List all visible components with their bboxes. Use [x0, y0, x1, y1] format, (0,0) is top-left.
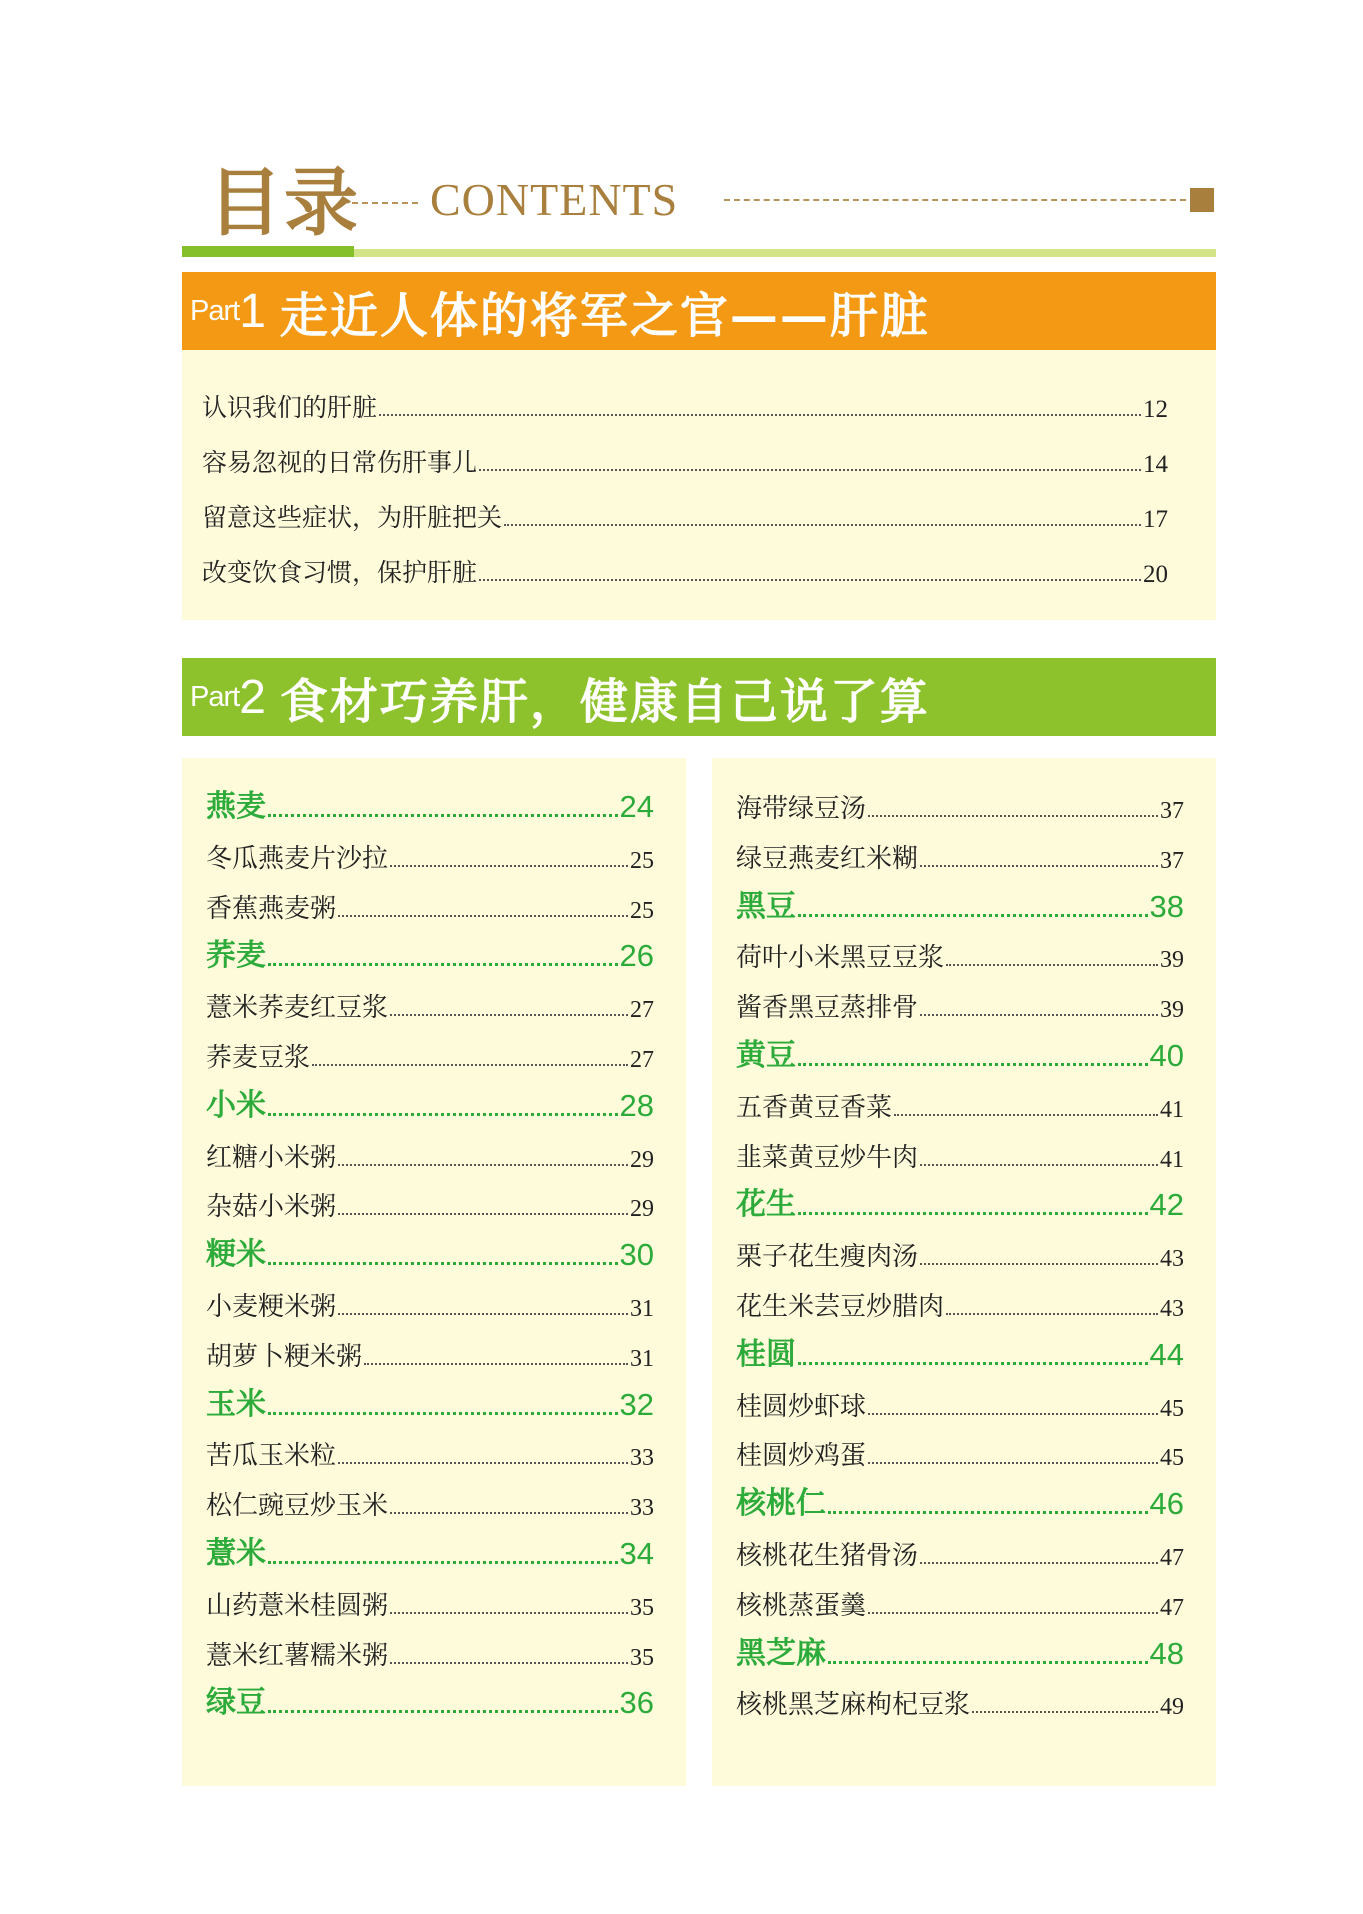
toc-entry[interactable] — [202, 386, 1168, 424]
header-rule-lime — [354, 249, 1216, 257]
toc-entry[interactable] — [202, 441, 1168, 479]
dot-leader — [798, 1063, 1148, 1066]
page-number: 49 — [1160, 1694, 1184, 1721]
entry-title: 粳米 — [206, 1237, 266, 1273]
toc-recipe-entry[interactable] — [206, 1434, 654, 1472]
page-number: 14 — [1143, 451, 1168, 478]
toc-recipe-entry[interactable] — [206, 1136, 654, 1174]
entry-title: 桂圆炒虾球 — [736, 1391, 867, 1422]
dot-leader — [920, 1263, 1158, 1265]
header-rule-green — [182, 246, 354, 257]
page-number: 41 — [1160, 1096, 1184, 1123]
page-number: 37 — [1160, 798, 1184, 824]
toc-recipe-entry[interactable] — [206, 1634, 654, 1672]
entry-title: 韭菜黄豆炒牛肉 — [736, 1142, 919, 1173]
toc-category[interactable] — [736, 885, 1184, 925]
part1-number: 1 — [239, 284, 266, 338]
dot-leader — [268, 1113, 618, 1116]
dot-leader — [868, 815, 1158, 817]
toc-entry[interactable] — [202, 496, 1168, 534]
page-number: 26 — [619, 938, 654, 974]
dot-leader — [390, 1512, 628, 1514]
dot-leader — [798, 1362, 1148, 1365]
page-number: 31 — [630, 1296, 654, 1322]
page-number: 39 — [1160, 997, 1184, 1024]
dot-leader — [894, 1114, 1158, 1116]
page-number: 42 — [1149, 1187, 1184, 1223]
entry-title: 松仁豌豆炒玉米 — [206, 1491, 389, 1522]
dot-leader — [868, 1462, 1158, 1464]
entry-title: 山药薏米桂圆粥 — [206, 1590, 389, 1621]
page-number: 39 — [1160, 947, 1184, 974]
page-number: 31 — [630, 1345, 654, 1372]
dot-leader — [798, 1212, 1148, 1215]
page-number: 32 — [619, 1386, 654, 1422]
entry-title: 玉米 — [206, 1386, 266, 1422]
dot-leader — [868, 1413, 1158, 1415]
page-number: 47 — [1160, 1594, 1184, 1621]
toc-category[interactable] — [206, 934, 654, 974]
dot-leader — [504, 524, 1141, 526]
dot-leader — [828, 1511, 1148, 1514]
entry-title: 小米 — [206, 1087, 266, 1123]
header-dashed-rule-right — [724, 199, 1186, 201]
dot-leader — [379, 414, 1141, 416]
entry-title: 认识我们的肝脏 — [202, 393, 378, 422]
page-number: 41 — [1160, 1146, 1184, 1173]
page-number: 17 — [1143, 506, 1168, 533]
entry-title: 黄豆 — [736, 1038, 796, 1073]
toc-category[interactable] — [206, 1084, 654, 1124]
dot-leader — [972, 1711, 1158, 1713]
toc-category[interactable] — [206, 1532, 654, 1572]
entry-title: 栗子花生瘦肉汤 — [736, 1242, 919, 1273]
toc-recipe-entry[interactable] — [736, 1584, 1184, 1622]
page-number: 37 — [1160, 847, 1184, 874]
toc-category[interactable] — [206, 785, 654, 825]
dot-leader — [390, 1612, 628, 1614]
header-dashed-rule-left — [352, 202, 418, 204]
page-number: 33 — [630, 1445, 654, 1472]
page-number: 43 — [1160, 1296, 1184, 1322]
dot-leader — [268, 814, 618, 817]
page-number: 40 — [1149, 1038, 1184, 1073]
toc-recipe-entry[interactable] — [736, 986, 1184, 1024]
toc-recipe-entry[interactable] — [736, 837, 1184, 875]
dot-leader — [798, 914, 1148, 917]
part2-title: 食材巧养肝，健康自己说了算 — [279, 673, 930, 730]
toc-entry[interactable] — [202, 551, 1168, 589]
page-number: 29 — [630, 1196, 654, 1223]
page-number: 46 — [1149, 1486, 1184, 1522]
entry-title: 荞麦豆浆 — [206, 1043, 311, 1073]
toc-recipe-entry[interactable] — [736, 1534, 1184, 1572]
entry-title: 荞麦 — [206, 938, 266, 974]
toc-recipe-entry[interactable] — [206, 1036, 654, 1074]
page-number: 44 — [1149, 1336, 1184, 1372]
entry-title: 五香黄豆香菜 — [736, 1092, 893, 1123]
dot-leader — [364, 1363, 628, 1365]
page-number: 27 — [630, 1047, 654, 1073]
dot-leader — [390, 1014, 628, 1016]
toc-recipe-entry[interactable] — [206, 837, 654, 875]
toc-category[interactable] — [736, 1183, 1184, 1223]
dot-leader — [268, 1412, 618, 1415]
toc-category[interactable] — [736, 1632, 1184, 1672]
toc-category[interactable] — [206, 1681, 654, 1721]
toc-recipe-entry[interactable] — [736, 1285, 1184, 1323]
page-number: 35 — [630, 1644, 654, 1671]
dot-leader — [268, 1262, 618, 1265]
dot-leader — [920, 1562, 1158, 1564]
toc-category[interactable] — [736, 1034, 1184, 1074]
toc-title-cn: 目录 — [208, 160, 360, 246]
toc-recipe-entry[interactable] — [206, 887, 654, 925]
page-number: 24 — [619, 789, 654, 824]
dot-leader — [268, 1561, 618, 1564]
dot-leader — [390, 1662, 628, 1664]
entry-title: 核桃花生猪骨汤 — [736, 1541, 919, 1571]
dot-leader — [338, 1462, 628, 1464]
page-number: 45 — [1160, 1445, 1184, 1472]
toc-recipe-entry[interactable] — [206, 1335, 654, 1373]
dot-leader — [920, 865, 1158, 867]
toc-recipe-entry[interactable] — [206, 986, 654, 1024]
dot-leader — [338, 1164, 628, 1166]
toc-category[interactable] — [736, 1482, 1184, 1522]
toc-recipe-entry[interactable] — [736, 787, 1184, 825]
toc-recipe-entry[interactable] — [736, 1235, 1184, 1273]
page-number: 35 — [630, 1594, 654, 1621]
entry-title: 酱香黑豆蒸排骨 — [736, 993, 919, 1024]
entry-title: 改变饮食习惯，保护肝脏 — [202, 558, 478, 587]
entry-title: 花生 — [736, 1187, 796, 1223]
page-number: 34 — [619, 1536, 654, 1571]
dot-leader — [338, 1213, 628, 1215]
toc-recipe-entry[interactable] — [206, 1185, 654, 1223]
entry-title: 小麦粳米粥 — [206, 1292, 337, 1322]
entry-title: 桂圆炒鸡蛋 — [736, 1441, 867, 1472]
entry-title: 桂圆 — [736, 1336, 796, 1372]
page-number: 48 — [1149, 1635, 1184, 1671]
dot-leader — [338, 1313, 628, 1315]
toc-recipe-entry[interactable] — [736, 1136, 1184, 1174]
toc-recipe-entry[interactable] — [206, 1484, 654, 1522]
part1-banner — [182, 272, 1216, 350]
page-number: 47 — [1160, 1545, 1184, 1571]
dot-leader — [868, 1612, 1158, 1614]
part2-label: Part — [190, 680, 240, 713]
entry-title: 薏米 — [206, 1536, 266, 1571]
dot-leader — [268, 1710, 618, 1713]
page-number: 45 — [1160, 1395, 1184, 1422]
toc-recipe-entry[interactable] — [206, 1584, 654, 1622]
toc-recipe-entry[interactable] — [736, 1086, 1184, 1124]
entry-title: 核桃蒸蛋羹 — [736, 1590, 867, 1621]
toc-recipe-entry[interactable] — [206, 1285, 654, 1323]
page-number: 33 — [630, 1495, 654, 1522]
entry-title: 花生米芸豆炒腊肉 — [736, 1292, 945, 1322]
entry-title: 杂菇小米粥 — [206, 1192, 337, 1223]
entry-title: 香蕉燕麦粥 — [206, 893, 337, 924]
entry-title: 绿豆 — [206, 1685, 266, 1721]
entry-title: 胡萝卜粳米粥 — [206, 1341, 363, 1372]
dot-leader — [920, 1014, 1158, 1016]
entry-title: 冬瓜燕麦片沙拉 — [206, 843, 389, 874]
entry-title: 薏米荞麦红豆浆 — [206, 993, 389, 1024]
entry-title: 留意这些症状，为肝脏把关 — [202, 503, 503, 532]
entry-title: 黑芝麻 — [736, 1635, 826, 1671]
entry-title: 燕麦 — [206, 789, 266, 824]
toc-title-en: CONTENTS — [430, 174, 679, 225]
header-square-ornament — [1190, 188, 1214, 212]
page-number: 25 — [630, 847, 654, 874]
page-number: 25 — [630, 897, 654, 924]
entry-title: 荷叶小米黑豆豆浆 — [736, 943, 945, 974]
dot-leader — [946, 1313, 1158, 1315]
entry-title: 容易忽视的日常伤肝事儿 — [202, 448, 478, 477]
page-number: 12 — [1143, 396, 1168, 423]
dot-leader — [338, 915, 628, 917]
toc-recipe-entry[interactable] — [736, 936, 1184, 974]
page-number: 27 — [630, 997, 654, 1024]
dot-leader — [479, 579, 1141, 581]
dot-leader — [312, 1064, 628, 1066]
toc-category[interactable] — [736, 1333, 1184, 1373]
part1-title: 走近人体的将军之官——肝脏 — [279, 287, 930, 344]
entry-title: 红糖小米粥 — [206, 1142, 337, 1173]
page-number: 29 — [630, 1146, 654, 1173]
entry-title: 核桃仁 — [736, 1486, 826, 1522]
dot-leader — [920, 1164, 1158, 1166]
dot-leader — [946, 964, 1158, 966]
dot-leader — [268, 963, 618, 966]
part1-label: Part — [190, 294, 240, 327]
page-number: 28 — [619, 1087, 654, 1123]
dot-leader — [390, 865, 628, 867]
toc-recipe-entry[interactable] — [736, 1385, 1184, 1423]
part2-banner — [182, 658, 1216, 736]
dot-leader — [828, 1661, 1148, 1664]
toc-recipe-entry[interactable] — [736, 1683, 1184, 1721]
entry-title: 核桃黑芝麻枸杞豆浆 — [736, 1690, 971, 1721]
entry-title: 黑豆 — [736, 888, 796, 924]
page-number: 38 — [1149, 888, 1184, 924]
entry-title: 苦瓜玉米粒 — [206, 1441, 337, 1472]
entry-title: 绿豆燕麦红米糊 — [736, 843, 919, 874]
toc-recipe-entry[interactable] — [736, 1434, 1184, 1472]
part2-number: 2 — [239, 670, 266, 724]
page-number: 30 — [619, 1237, 654, 1273]
page-number: 43 — [1160, 1246, 1184, 1273]
entry-title: 海带绿豆汤 — [736, 794, 867, 824]
toc-category[interactable] — [206, 1233, 654, 1273]
entry-title: 薏米红薯糯米粥 — [206, 1640, 389, 1671]
toc-category[interactable] — [206, 1383, 654, 1423]
page-number: 20 — [1143, 561, 1168, 588]
page-number: 36 — [619, 1685, 654, 1721]
dot-leader — [479, 469, 1141, 471]
